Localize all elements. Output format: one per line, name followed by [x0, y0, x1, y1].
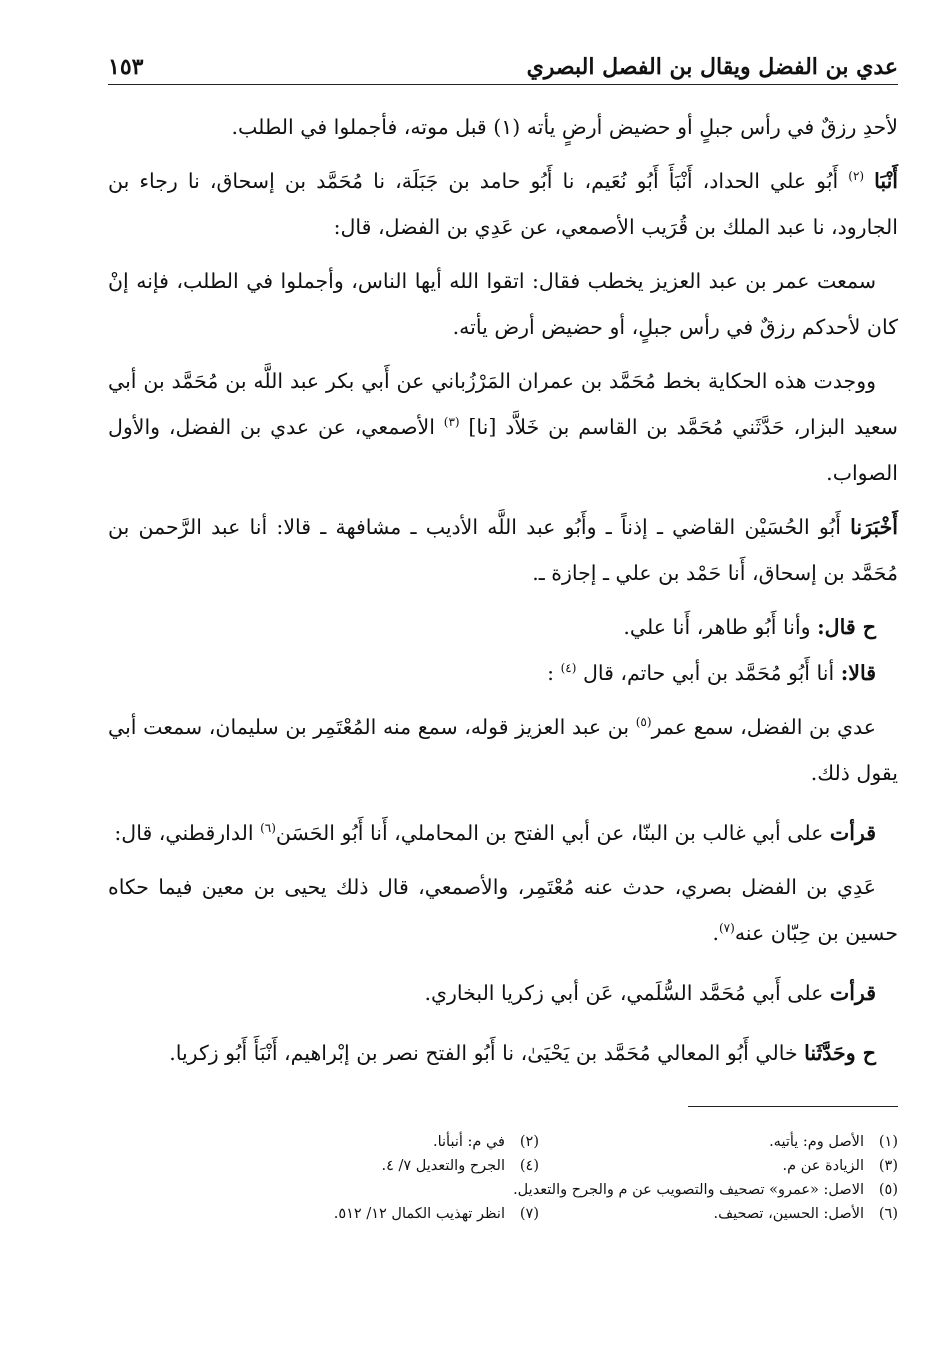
paragraph-text: لأحدِ رزقٌ في رأس جبلٍ أو حضيض أرضٍ يأته (١) قبل موته، فأجملوا في الطلب.	[231, 115, 898, 139]
footnote	[539, 1154, 898, 1178]
running-title: عدي بن الفضل ويقال بن الفصل البصري	[526, 54, 898, 80]
chain-keyword: قالا:	[840, 661, 876, 685]
footnote-ref: (٢)	[848, 169, 865, 184]
footnote	[180, 1130, 539, 1154]
paragraph-text: عدي بن الفضل، سمع عمر	[651, 715, 876, 739]
paragraph	[108, 504, 898, 596]
page-header	[108, 38, 898, 85]
paragraph	[108, 258, 898, 350]
page-number: ١٥٣	[108, 54, 144, 80]
paragraph-text: عَدِي بن الفضل بصري، حدث عنه مُعْتَمِر، والأصمعي، قال ذلك يحيى بن معين فيما حكاه حسين بن حِبّان عنه	[108, 875, 898, 945]
footnote-text: في م: أنبأنا.	[432, 1134, 505, 1150]
chain-keyword: أَخْبَرَنا	[850, 515, 898, 539]
footnote-text: الأصل وم: يأتيه.	[769, 1134, 864, 1150]
paragraph	[108, 104, 898, 150]
paragraph-text: أنا أَبُو مُحَمَّد بن أبي حاتم، قال	[582, 661, 835, 685]
chain-keyword: قرأت	[829, 821, 876, 845]
footnote-ref: (٦)	[260, 821, 276, 836]
paragraph-text: خالي أَبُو المعالي مُحَمَّد بن يَحْيَىٰ، نا أَبُو الفتح نصر بن إبْراهيم، أَنْبَأَ أَبُو زكريا.	[169, 1041, 798, 1065]
footnotes	[180, 1130, 898, 1226]
footnote	[513, 1178, 898, 1202]
footnote-number: (٧)	[519, 1206, 539, 1222]
chain-keyword: ح وحَدَّثَنا	[804, 1041, 876, 1065]
paragraph-text: أَبُو الحُسَيْن القاضي ـ إذناً ـ وأَبُو عبد اللَّه الأديب ـ مشافهة ـ قالا: أنا عبد الرَّحمن بن مُحَمَّد بن إسحاق، أَنا حَمْد بن علي ـ إجازة ـ.	[108, 515, 898, 585]
paragraph-text: الأصمعي، عن عدي بن الفضل، والأول الصواب.	[108, 415, 898, 485]
footnote	[539, 1202, 898, 1226]
footnote-number: (٤)	[519, 1158, 539, 1174]
paragraph	[108, 158, 898, 250]
paragraph-text: الدارقطني، قال:	[114, 821, 254, 845]
footnote-number: (١)	[878, 1134, 898, 1150]
footnote-number: (٥)	[878, 1182, 898, 1198]
chain-keyword: قرأت	[829, 981, 876, 1005]
paragraph	[108, 864, 898, 956]
paragraph	[108, 810, 898, 856]
paragraph-text: ووجدت هذه الحكاية بخط مُحَمَّد بن عمران المَرْزُباني عن أَبي بكر عبد اللَّه بن مُحَمَّد بن أبي سعيد البزار، حَدَّثَني مُحَمَّد بن القاسم بن خَلاَّد [نا]	[108, 369, 898, 439]
paragraph	[108, 604, 898, 650]
main-text	[108, 104, 898, 1076]
footnote-number: (٣)	[878, 1158, 898, 1174]
paragraph	[108, 970, 898, 1016]
footnote-number: (٢)	[519, 1134, 539, 1150]
footnote-ref: (٧)	[718, 921, 735, 936]
footnote	[539, 1130, 898, 1154]
footnote-text: الأصل: الحسين، تصحيف.	[713, 1206, 864, 1222]
footnote-ref: (٤)	[560, 661, 577, 676]
paragraph-text: أَبُو علي الحداد، أَنْبَأَ أَبُو نُعَيم، نا أَبُو حامد بن جَبَلَة، نا مُحَمَّد بن إسحاق، نا رجاء بن الجارود، نا عبد الملك بن قُرَيب الأصمعي، عن عَدِي بن الفضل، قال:	[108, 169, 898, 239]
paragraph-text: وأنا أَبُو طاهر، أَنا علي.	[623, 615, 811, 639]
footnote-ref: (٥)	[635, 715, 652, 730]
paragraph	[108, 358, 898, 496]
footnote	[180, 1202, 539, 1226]
paragraph-text: سمعت عمر بن عبد العزيز يخطب فقال: اتقوا الله أيها الناس، وأجملوا في الطلب، فإنه إنْ كان لأحدكم رزقٌ في رأس جبلٍ، أو حضيض أرض يأته.	[108, 269, 898, 339]
paragraph	[108, 704, 898, 796]
paragraph-text: بن عبد العزيز قوله، سمع منه المُعْتَمِر بن سليمان، سمعت أبي يقول ذلك.	[108, 715, 898, 785]
chain-keyword: ح قال:	[817, 615, 876, 639]
footnote-text: انظر تهذيب الكمال ١٢/ ٥١٢.	[333, 1206, 505, 1222]
punctuation: .	[712, 921, 719, 945]
chain-keyword: أَنْبَا	[874, 169, 898, 193]
footnote-text: الزيادة عن م.	[782, 1158, 864, 1174]
paragraph	[108, 1030, 898, 1076]
footnote-divider	[688, 1106, 898, 1107]
footnote-number: (٦)	[878, 1206, 898, 1222]
footnote-text: الجرح والتعديل ٧/ ٤.	[381, 1158, 505, 1174]
punctuation: :	[547, 661, 555, 685]
footnote-text: الاصل: «عمرو» تصحيف والتصويب عن م والجرح والتعديل.	[513, 1182, 864, 1198]
footnote-ref: (٣)	[443, 415, 460, 430]
paragraph-text: على أبي غالب بن البنّا، عن أبي الفتح بن المحاملي، أَنا أَبُو الحَسَن	[275, 821, 824, 845]
paragraph	[108, 650, 898, 696]
paragraph-text: على أَبي مُحَمَّد السُّلَمي، عَن أبي زكريا البخاري.	[424, 981, 824, 1005]
footnote	[180, 1154, 539, 1178]
